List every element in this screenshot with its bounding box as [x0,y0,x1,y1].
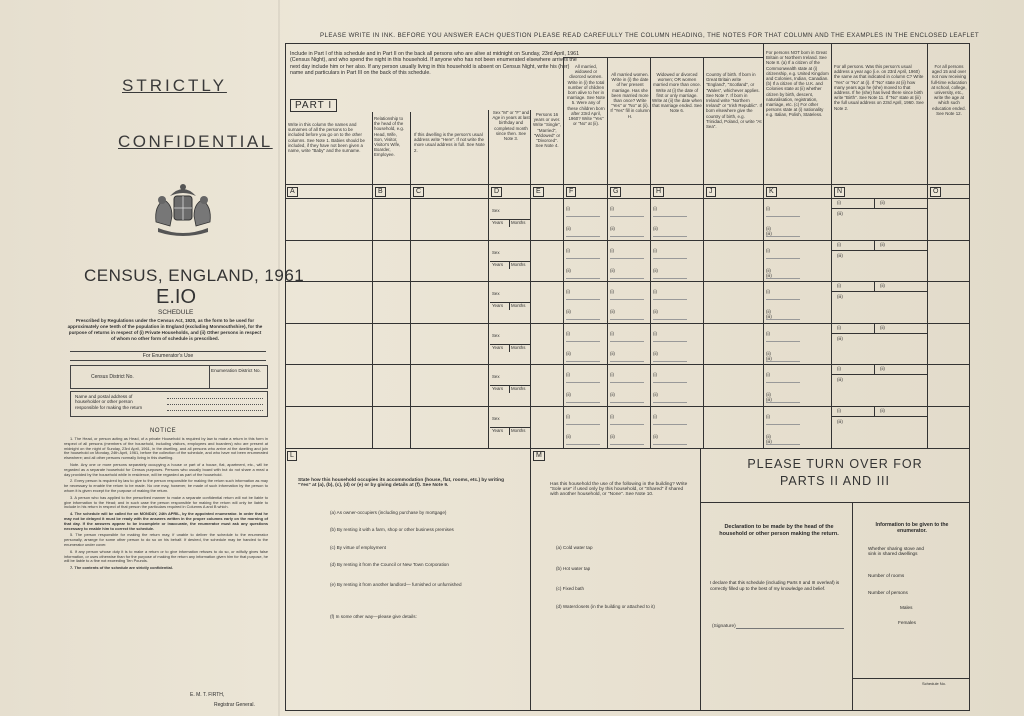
census-district-label: Census District No. [91,374,134,380]
field-i-line[interactable] [766,258,800,259]
field-i-line[interactable] [566,258,600,259]
months-label: Months [511,220,526,225]
field-i-label: (i) [837,200,841,205]
field-i-label: (i) [610,414,614,419]
field-i-label: (i) [653,372,657,377]
col-letter: D [491,187,502,197]
col-letter: B [375,187,386,197]
col-divider [372,112,373,184]
col-b-heading: Relationship to the head of the household, e.g. Head, Wife, Son, Visitor, Visitor's Wife, Boarder, Employee. [374,116,405,158]
months-label: Months [511,428,526,433]
field-i-label: (i) [566,372,570,377]
field-iii-label: (iii) [766,273,772,278]
months-label: Months [511,386,526,391]
field-i-line[interactable] [610,341,644,342]
field-ii-label: (ii) [566,434,571,439]
field-i-line[interactable] [766,382,800,383]
field-i-label: (i) [566,414,570,419]
col-letter: N [834,187,845,197]
schedule-label: SCHEDULE [158,309,194,316]
please-turn-over-line: PLEASE TURN OVER FOR [747,457,923,471]
person-row-divider [285,364,970,365]
accommodation-option: (d) By renting it from the Council or New Town Corporation [330,562,449,567]
field-ii-label: (ii) [610,268,615,273]
accommodation-question: State how this household occupies its accommodation (house, flat, rooms, etc.) by writing "Yes" at (a), (b), (c), (d) or (e) or by giving details at (f). See Note 9. [298,478,505,489]
field-i-label: (i) [766,331,770,336]
n-divider [874,323,875,333]
col-divider [763,44,764,448]
field-i-line[interactable] [766,341,800,342]
field-ii-label: (ii) [610,434,615,439]
letter-row-bottom [285,198,970,199]
sex-label: Sex [492,208,500,213]
field-i-line[interactable] [653,299,687,300]
col-divider [563,57,564,448]
info-item-rooms: Number of rooms [868,573,905,578]
years-months-divider [509,219,510,227]
col-letter: F [566,187,576,197]
page-fold [278,0,280,716]
field-i-label: (i) [766,289,770,294]
field-ii-label: (ii) [653,392,658,397]
sex-label: Sex [492,250,500,255]
field-ii-line[interactable] [653,444,687,445]
field-i-label: (i) [610,372,614,377]
field-ii-label: (ii) [653,434,658,439]
field-ii-line[interactable] [653,361,687,362]
field-ii-line[interactable] [566,402,600,403]
col-divider [927,44,928,448]
address-line[interactable] [167,398,263,399]
field-i-line[interactable] [653,382,687,383]
schedule-number-label: Schedule No. [922,681,947,686]
notice-title: NOTICE [150,428,177,434]
field-i-line[interactable] [610,382,644,383]
registrar-title: Registrar General. [214,702,255,708]
field-ii-line[interactable] [610,236,644,237]
enumeration-district-label: Enumeration District No. [211,368,261,373]
amenity-option: (b) Hot water tap [556,566,591,571]
col-letter: J [706,187,716,197]
field-i-line[interactable] [610,424,644,425]
n-divider [831,208,927,209]
strictly-heading: STRICTLY [122,76,227,95]
info-item-sharing: Whether sharing stove and sink in shared dwellings [868,546,925,557]
section-divider [285,448,970,449]
n-divider [831,250,927,251]
months-label: Months [511,345,526,350]
field-ii-label: (ii) [880,366,885,371]
section-divider-vertical [700,448,701,711]
notice-paragraph: 1. The Head, or person acting as Head, of a private Household is required by law to make a return in this form in respect of all persons (members of the household, including visitors, employees and boarders) who are present at midnight on the night of Sunday, 23rd April, 1961, in the dwelling, and all persons who arrive at the dwelling and join the household on Monday, 24th April, 1961, before the collection of the schedule, and who have not been enumerated elsewhere; and all other persons normally living in this dwelling. [64,436,268,461]
years-months-divider [509,344,510,352]
field-i-label: (i) [837,325,841,330]
field-i-label: (i) [566,331,570,336]
header-bottom [285,184,970,185]
years-label: Years [492,220,504,225]
field-i-label: (i) [837,242,841,247]
field-i-line[interactable] [766,424,800,425]
field-i-label: (i) [766,248,770,253]
field-i-line[interactable] [653,341,687,342]
accommodation-option: (e) By renting it from another landlord— furnished or unfurnished [330,582,462,587]
field-iii-label: (iii) [766,314,772,319]
field-ii-line[interactable] [566,319,600,320]
notice-paragraph: 7. The contents of the schedule are strictly confidential. [70,565,173,571]
field-iii-label: (iii) [766,231,772,236]
notice-paragraph: 4. The schedule will be called for on MONDAY, 24th APRIL, by the appointed enumerator. In order that he may not be delayed it must be ready with the answers written in the proper columns early on the morning of that day. If the answers appear to be incomplete or inaccurate, the enumerator must ask any questions necessary to enable him to correct the schedule. [64,511,268,531]
field-ii-label: (ii) [566,226,571,231]
info-item-females: Females [898,620,916,625]
field-ii-label: (ii) [880,325,885,330]
field-i-line[interactable] [653,216,687,217]
field-i-line[interactable] [653,424,687,425]
accommodation-option: (b) By renting it with a farm, shop or other business premises [330,527,454,532]
enumerator-info-title: Information to be given to the enumerator. [875,522,949,535]
field-ii-label: (ii) [610,226,615,231]
confidential-heading: CONFIDENTIAL [118,132,273,151]
field-ii-label: (ii) [566,392,571,397]
field-ii-label: (ii) [566,309,571,314]
field-ii-line[interactable] [653,278,687,279]
col-divider [372,184,373,448]
col-d-heading: Sex "M" or "F" and Age in years at last birthday and completed month since then. See Note 3. [492,110,530,142]
person-row-divider [285,240,970,241]
field-ii-line[interactable] [566,444,600,445]
section-divider-vertical [530,448,531,711]
field-iii-label: (iii) [766,439,772,444]
registrar-name: E. M. T. FIRTH, [190,692,225,698]
col-n-heading: For all persons. Was this person's usual address a year ago (i.e. on 23rd April, 1960) the same as that indicated in column C? Write "Yes" or "No" at (i). If "No" state at (ii) how many years ago he (she) moved to that address. If he (she) has lived there since birth write "Birth". See Note 11. If "No" state at (iii) the full usual address on 23rd April, 1960. See Note 2. [834,64,924,111]
col-letter: K [766,187,777,197]
n-divider [874,281,875,291]
householder-address-label: Name and postal address of householder or other person responsible for making the return [75,394,143,410]
field-ii-label: (ii) [653,351,658,356]
notice-paragraph: Note. Any one or more persons separately occupying a house or part of a house, flat, apartment, etc., will be regarded as a separate household for Census purposes. Persons who usually board with but do not share a meal a day provided by the household while in residence, will be regarded as part of the household. [64,461,268,477]
enumerator-use-heading: For Enumerator's Use [70,351,266,361]
field-i-label: (i) [837,408,841,413]
field-i-line[interactable] [610,258,644,259]
part-one-intro: Include in Part I of this schedule and in Part II on the back all persons who are alive at midnight on Sunday, 23rd April, 1961 (Census Night), and who spend the night in this household. If anyone who has not been enumerated elsewhere arrives the next day include him or her also. If any person usually living in this household is absent on Census Night, write his (her) name and particulars in Part III on the back of this schedule. [290,51,580,77]
field-i-line[interactable] [566,424,600,425]
accommodation-option: (c) By virtue of employment [330,545,386,550]
field-ii-label: (ii) [766,392,771,397]
field-i-label: (i) [610,206,614,211]
col-f-heading: All married, widowed or divorced women. Write in (i) the total number of children born alive to her in marriage. See Note 5. Were any of these children born after 23rd April, 1960? Write "Yes" or "No" at (ii). [566,64,606,127]
field-i-label: (i) [566,206,570,211]
census-title: CENSUS, ENGLAND, 1961 [84,266,305,285]
sex-label: Sex [492,416,500,421]
info-item-males: Males [900,605,913,610]
field-ii-label: (ii) [566,351,571,356]
col-letter: A [287,187,298,197]
field-i-label: (i) [653,248,657,253]
field-i-line[interactable] [610,216,644,217]
amenity-option: (c) Fixed bath [556,586,585,591]
address-line[interactable] [167,410,263,411]
field-ii-label: (ii) [610,309,615,314]
please-turn-over [716,456,954,490]
field-ii-label: (ii) [566,268,571,273]
field-i-label: (i) [610,248,614,253]
royal-coat-of-arms-icon [150,178,216,240]
field-ii-label: (ii) [766,268,771,273]
field-ii-label: (ii) [610,392,615,397]
section-divider-vertical [852,502,853,711]
field-i-line[interactable] [566,216,600,217]
sex-label: Sex [492,374,500,379]
field-ii-label: (ii) [880,242,885,247]
n-divider [831,291,927,292]
sex-label: Sex [492,291,500,296]
field-ii-line[interactable] [566,278,600,279]
col-divider [488,110,489,448]
field-ii-label: (ii) [766,351,771,356]
field-ii-label: (ii) [880,200,885,205]
notice-paragraph: 3. A person who has applied to the prescribed manner to make a separate confidential return will not be liable to give information to the Head; and in such case the person responsible for making the return will only be liable to include in his return in respect of that person the particulars required in Columns A and B which. [64,494,268,510]
notice-paragraph: 6. If any person whose duty it is to make a return or to give information refuses to do so, or wilfully gives false information, or uses otherwise than for the purpose of making the return any information given him for that purpose, he will be liable to a fine not exceeding Ten Pounds. [64,548,268,564]
field-ii-line[interactable] [653,402,687,403]
person-row-divider [285,323,970,324]
col-divider [607,57,608,448]
field-i-line[interactable] [610,299,644,300]
declaration-title: Declaration to be made by the head of the household or other person making the return. [719,524,839,537]
n-divider [874,364,875,374]
field-i-label: (i) [653,206,657,211]
field-i-label: (i) [766,206,770,211]
field-ii-line[interactable] [653,236,687,237]
field-ii-label: (ii) [610,351,615,356]
col-letter: H [653,187,664,197]
field-iii-label: (iii) [837,377,843,382]
years-label: Years [492,303,504,308]
info-item-persons: Number of persons [868,590,908,595]
person-row-divider [285,406,970,407]
col-h-heading: Widowed or divorced women; OR women married more than once. Write at (i) the date of first or only marriage. Write at (ii) the date when that marriage ended. See Note 6. [652,72,702,114]
accommodation-option: (a) As owner-occupiers (including purchase by mortgage) [330,510,447,515]
field-i-label: (i) [766,414,770,419]
field-ii-label: (ii) [653,268,658,273]
years-months-divider [509,261,510,269]
field-ii-label: (ii) [880,283,885,288]
field-i-label: (i) [566,248,570,253]
field-ii-label: (ii) [766,226,771,231]
field-iii-label: (iii) [837,253,843,258]
field-ii-label: (ii) [766,309,771,314]
part-one-label: PART I [290,99,337,112]
col-g-heading: All married women. Write in (i) the date of her present marriage. Has she been married more than once? Write "Yes" or "No" at (ii). If "Yes" fill in column H. [610,72,650,119]
col-letter: C [413,187,424,197]
n-divider [831,416,927,417]
field-ii-line[interactable] [653,319,687,320]
householder-address-box[interactable] [70,391,268,417]
col-o-heading: For all persons aged 15 and over not now receiving full-time education at school, college, university, etc., write the age at which such education ended. See Note 12. [931,64,967,116]
amenity-option: (d) Waterclosets (in the building or attached to it) [556,604,655,609]
col-k-heading: For persons NOT born in Great Britain or Northern Ireland. See Note 8. (a) If a citizen of the Commonwealth state at (i) citizenship, e.g. United Kingdom and Colonies, Indian, Canadian. (b) If a citizen of the U.K. and Colonies state at (ii) whether citizen by birth, descent, naturalisation, registration, marriage, etc. (c) For other persons state at (i) nationality e.g. Italian, Polish, Stateless. [766,50,829,118]
field-ii-label: (ii) [766,434,771,439]
declaration-text: I declare that this schedule (including Parts II and III overleaf) is correctly filled up to the best of my knowledge and belief. [710,580,840,591]
field-i-label: (i) [653,289,657,294]
years-label: Years [492,386,504,391]
notice-text [64,437,268,573]
notice-paragraph: 5. The person responsible for making the return may, if unable to deliver the schedule to the enumerator personally, arrange for some other person to do so on his behalf. If desired, the schedule may be handed to the enumerator under cover. [64,532,268,547]
district-box [70,365,268,389]
years-label: Years [492,345,504,350]
field-i-label: (i) [766,372,770,377]
col-letter: G [610,187,621,197]
field-i-line[interactable] [566,382,600,383]
field-i-label: (i) [837,283,841,288]
field-iii-label: (iii) [837,294,843,299]
field-ii-label: (ii) [653,309,658,314]
col-c-heading: If this dwelling is the person's usual address write "Here". If not write the more usual address in full. See Note 2. [414,132,485,153]
col-letter: E [533,187,544,197]
field-iii-label: (iii) [766,397,772,402]
n-divider [831,333,927,334]
field-i-line[interactable] [766,299,800,300]
col-divider [530,110,531,448]
field-i-label: (i) [653,331,657,336]
field-i-line[interactable] [653,258,687,259]
section-divider [700,502,970,503]
field-i-label: (i) [653,414,657,419]
header-instruction: PLEASE WRITE IN INK. BEFORE YOU ANSWER EACH QUESTION PLEASE READ CAREFULLY THE COLUMN HEADING, THE NOTES FOR THAT COLUMN AND THE EXAMPLES IN THE ENCLOSED LEAFLET [320,32,980,39]
amenity-option: (a) Cold water tap [556,545,593,550]
n-divider [874,198,875,208]
accommodation-option: (f) In some other way—please give details: [330,614,417,619]
col-letter: O [930,187,941,197]
person-row-divider [285,281,970,282]
signature-label: (Signature) [712,624,736,629]
col-letter-m: M [533,451,545,461]
form-code: E.IO [156,286,197,308]
col-divider [410,112,411,184]
col-e-heading: Persons 16 years or over. Write "Single", "Married", "Widowed" or "Divorced". See Note 4. [533,112,561,149]
field-ii-line[interactable] [566,361,600,362]
field-i-line[interactable] [566,299,600,300]
months-label: Months [511,303,526,308]
field-ii-line[interactable] [610,319,644,320]
notice-paragraph: 2. Every person is required by law to give to the person responsible for making the return such information as may be necessary to enable the return to be made. No one may, however, be made of such information by the person to whom it is given except for the purpose of making the return. [64,478,268,493]
years-months-divider [509,385,510,393]
n-divider [831,374,927,375]
col-j-heading: Country of birth. If born in Great Britain write "England", "Scotland", or "Wales", whichever applies. See Note 7. If born in Ireland write "Northern Ireland" or "Irish Republic". If born elsewhere give the country of birth, e.g. Trinidad, Poland, or write "At Sea". [706,72,762,130]
field-i-label: (i) [566,289,570,294]
field-i-label: (i) [610,289,614,294]
amenities-question: Has this household the use of the following in the building? Write "Sole use" if used only by this household, or "Shared" if shared with another household, or "None". See Note 10. [550,482,688,498]
years-months-divider [509,302,510,310]
field-ii-line[interactable] [566,236,600,237]
field-iii-label: (iii) [837,419,843,424]
field-ii-line[interactable] [610,361,644,362]
row-divider [563,57,763,58]
col-letter-l: L [287,451,297,461]
years-label: Years [492,262,504,267]
col-a-heading: Write in this column the names and surnames of all the persons to be included before you go on to the other columns. See Note 1. Babies should be included, if they have not been given a name, write "Baby" and the surname. [288,122,365,154]
n-divider [874,406,875,416]
signature-line[interactable] [736,628,844,629]
field-ii-line[interactable] [610,278,644,279]
schedule-no-divider [852,678,970,679]
field-ii-line[interactable] [610,444,644,445]
prescribed-by-regulations: Prescribed by Regulations under the Census Act, 1920, as the form to be used for approximately one tenth of the population in England (excluding Monmouthshire), for the purpose of returns in respect of (i) Private Households, and (ii) Other persons in respect of whom no other form of schedule is prescribed. [67,318,263,341]
sex-label: Sex [492,333,500,338]
col-divider [650,57,651,448]
parts-two-three-line: PARTS II AND III [779,474,890,488]
years-months-divider [509,427,510,435]
field-i-label: (i) [610,331,614,336]
field-iii-label: (iii) [766,356,772,361]
col-divider [831,44,832,448]
field-ii-label: (ii) [880,408,885,413]
n-divider [874,240,875,250]
col-divider [410,184,411,448]
field-ii-label: (ii) [653,226,658,231]
years-label: Years [492,428,504,433]
field-i-label: (i) [837,366,841,371]
col-divider [703,57,704,448]
months-label: Months [511,262,526,267]
field-i-line[interactable] [766,216,800,217]
field-iii-label: (iii) [837,211,843,216]
field-i-line[interactable] [566,341,600,342]
field-ii-line[interactable] [610,402,644,403]
address-line[interactable] [167,404,263,405]
field-iii-label: (iii) [837,336,843,341]
